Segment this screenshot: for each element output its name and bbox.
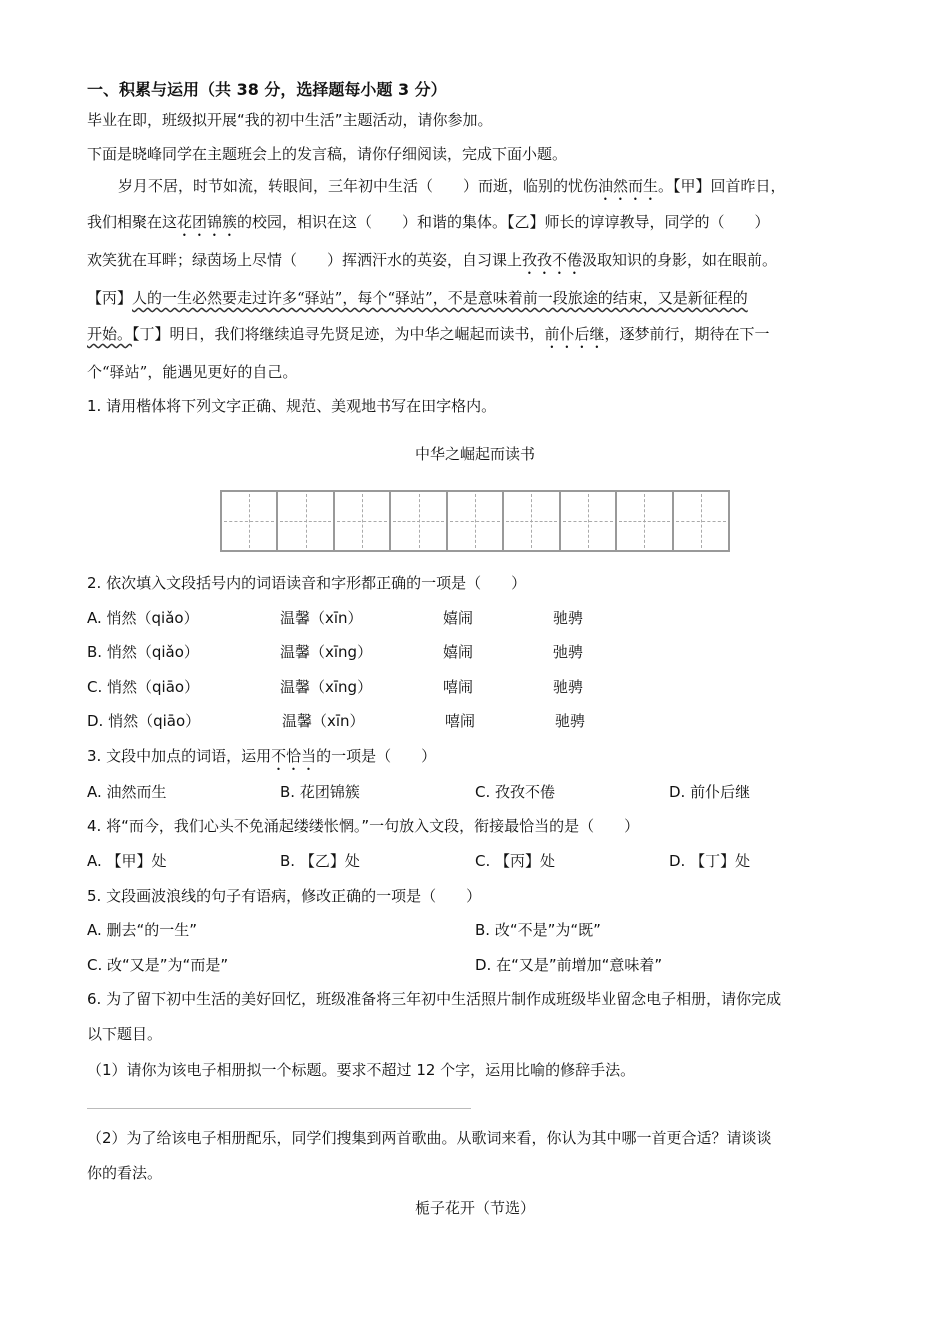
q5-stem: 5. 文段画波浪线的句子有语病，修改正确的一项是（ ） [87, 887, 482, 905]
q3-stem: 3. 文段中加点的词语，运用不恰当的一项是（ ） [87, 747, 437, 765]
q6-sub2-line-1: （2）为了给该电子相册配乐，同学们搜集到两首歌曲。从歌词来看，你认为其中哪一首更合适？请谈谈 [87, 1129, 772, 1147]
grid-cell[interactable] [391, 492, 447, 550]
grid-cell[interactable] [335, 492, 391, 550]
dotted-word-3: 孜孜不倦 [522, 251, 583, 269]
grid-cell[interactable] [222, 492, 278, 550]
intro-line-2: 下面是晓峰同学在主题班会上的发言稿，请你仔细阅读，完成下面小题。 [87, 145, 568, 163]
section-title: 一、积累与运用（共 38 分，选择题每小题 3 分） [87, 80, 447, 99]
q1-phrase: 中华之崛起而读书 [414, 445, 535, 463]
passage-line-3: 欢笑犹在耳畔；绿茵场上尽情（ ）挥洒汗水的英姿，自习课上孜孜不倦汲取知识的身影，如在眼前。 [87, 251, 778, 269]
q4-option-a[interactable]: A. 【甲】处 [87, 852, 167, 870]
q4-stem: 4. 将“而今，我们心头不免涌起缕缕怅惘。”一句放入文段，衔接最恰当的是（ ） [87, 817, 640, 835]
grid-cell[interactable] [278, 492, 334, 550]
q3-option-c[interactable]: C. 孜孜不倦 [475, 783, 556, 801]
wavy-sentence-part-1: 人的一生必然要走过许多“驿站”，每个“驿站”，不是意味着前一段旅途的结束，又是新征程的 [132, 289, 748, 307]
passage-line-1: 岁月不居，时节如流，转眼间，三年初中生活（ ）而逝，临别的忧伤油然而生。【甲】回首昨日， [118, 177, 786, 195]
dotted-word-4: 前仆后继 [544, 325, 605, 343]
q6-sub1: （1）请你为该电子相册拟一个标题。要求不超过 12 个字，运用比喻的修辞手法。 [87, 1061, 636, 1079]
q6-sub2-line-2: 你的看法。 [87, 1164, 163, 1182]
q6-stem-2: 以下题目。 [87, 1025, 163, 1043]
q5-option-a[interactable]: A. 删去“的一生” [87, 921, 198, 939]
dotted-word-1: 油然而生 [598, 177, 659, 195]
answer-blank-line[interactable] [87, 1108, 471, 1109]
grid-cell[interactable] [561, 492, 617, 550]
grid-cell[interactable] [617, 492, 673, 550]
grid-cell[interactable] [504, 492, 560, 550]
dotted-word-2: 花团锦簇 [177, 213, 238, 231]
q3-option-b[interactable]: B. 花团锦簇 [280, 783, 360, 801]
q5-option-b[interactable]: B. 改“不是”为“既” [475, 921, 601, 939]
song-title: 栀子花开（节选） [414, 1199, 535, 1217]
tianzige-grid[interactable] [220, 490, 730, 552]
passage-line-5: 开始。【丁】明日，我们将继续追寻先贤足迹，为中华之崛起而读书，前仆后继，逐梦前行，期待在下一 [87, 325, 770, 343]
q5-option-d[interactable]: D. 在“又是”前增加“意味着” [475, 956, 663, 974]
grid-cell[interactable] [448, 492, 504, 550]
q5-option-c[interactable]: C. 改“又是”为“而是” [87, 956, 229, 974]
intro-line-1: 毕业在即，班级拟开展“我的初中生活”主题活动，请你参加。 [87, 111, 493, 129]
passage-line-2: 我们相聚在这花团锦簇的校园，相识在这（ ）和谐的集体。【乙】师长的谆谆教导，同学的（ ） [87, 213, 770, 231]
q6-stem-1: 6. 为了留下初中生活的美好回忆，班级准备将三年初中生活照片制作成班级毕业留念电子相册，请你完成 [87, 990, 782, 1008]
wavy-sentence-part-2: 开始。 [87, 325, 133, 343]
q4-option-b[interactable]: B. 【乙】处 [280, 852, 360, 870]
q4-option-c[interactable]: C. 【丙】处 [475, 852, 556, 870]
exam-page: 一、积累与运用（共 38 分，选择题每小题 3 分） 毕业在即，班级拟开展“我的初中生活”主题活动，请你参加。 下面是晓峰同学在主题班会上的发言稿，请你仔细阅读，完成下面小题。 岁月不居，时节如流，转眼间，三年初中生活（ ）而逝，临别的忧伤油然而生。【甲】回首昨日， 我们相聚在这花团锦簇的校园，相识在这（ ）和谐的集体。【乙】师长的谆谆教导，同学的（ ） 欢笑犹在耳畔；绿茵场上尽情（ ）挥洒汗水的英姿，自习课上孜孜不倦汲取知识的身影，如在眼前。 【丙】人的一生必然要走过许多“驿站”，每个“驿站”，不是意味着前一段旅途的结束，又是新征程的 开始。【丁】明日，我们将继续追寻先贤足迹，为中华之崛起而读书，前仆后继，逐梦前行，期待在下一 个“驿站”，能遇见更好的自己。 1. 请用楷体将下列文字正确、规范、美观地书写在田字格内。 中华之崛起而读书 2. 依次填入文段括号内的词语读音和字形都正确的一项是（ ） A. 悄然（qiǎo） 温馨（xīn） 嬉闹 驰骋 B. 悄然（qiǎo） 温馨（xīng） 嬉闹 弛骋 C. 悄然（qiāo） 温馨（xīng） 嘻闹 驰骋 D. 悄然（qiāo） 温馨（xīn） 嘻闹 驰骋 3. 文段中加点的词语，运用不恰当的一项是（ ） A. 油然而生 B. 花团锦簇 C. 孜孜不倦 D. 前仆后继 4. 将“而今，我们心头不免涌起缕缕怅惘。”一句放入文段，衔接最恰当的是（ ） A. 【甲】处 B. 【乙】处 C. 【丙】处 D. 【丁】处 5. 文段画波浪线的句子有语病，修改正确的一项是（ ） A. 删去“的一生” B. 改“不是”为“既” C. 改“又是”为“而是” D. 在“又是”前增加“意味着” 6. 为了留下初中生活的美好回忆，班级准备将三年初中生活照片制作成班级毕业留念电子相册，请你完成 以下题目。 （1）请你为该电子相册拟一个标题。要求不超过 12 个字，运用比喻的修辞手法。 （2）为了给该电子相册配乐，同学们搜集到两首歌曲。从歌词来看，你认为其中哪一首更合适？请谈谈 你的看法。 栀子花开（节选） [0, 0, 950, 1344]
q4-option-d[interactable]: D. 【丁】处 [669, 852, 751, 870]
passage-line-4: 【丙】人的一生必然要走过许多“驿站”，每个“驿站”，不是意味着前一段旅途的结束，又是新征程的 [87, 289, 748, 307]
grid-cell[interactable] [674, 492, 728, 550]
q2-stem: 2. 依次填入文段括号内的词语读音和字形都正确的一项是（ ） [87, 574, 527, 592]
not-appropriate-emphasis: 不恰当 [271, 747, 317, 765]
passage-line-6: 个“驿站”，能遇见更好的自己。 [87, 363, 298, 381]
q3-option-d[interactable]: D. 前仆后继 [669, 783, 751, 801]
q3-option-a[interactable]: A. 油然而生 [87, 783, 167, 801]
q1-stem: 1. 请用楷体将下列文字正确、规范、美观地书写在田字格内。 [87, 397, 497, 415]
